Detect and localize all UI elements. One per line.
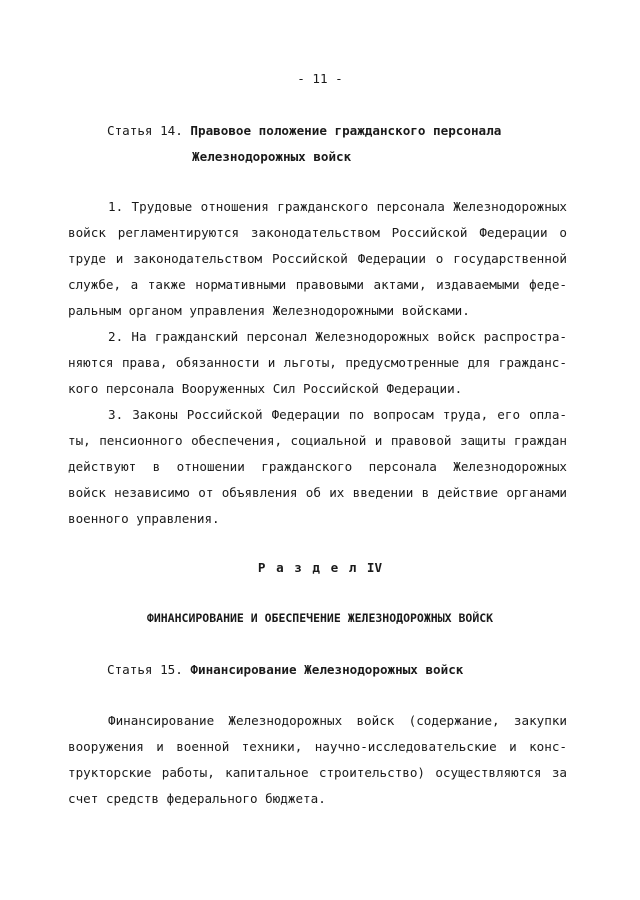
- article-14-number: Статья 14.: [107, 123, 183, 138]
- article-14-paragraph-2: 2. На гражданский персонал Железнодорожных войск распространяются права, обязанности и льготы, предусмотренные для гражданского персонала Вооруженных Сил Российской Федерации.: [68, 329, 567, 396]
- article-14-title-line2: Железнодорожных войск: [192, 149, 352, 164]
- article-14-paragraph-1: 1. Трудовые отношения гражданского персонала Железнодорожных войск регламентируются законодательством Российской Федерации о труде и законодательством Российской Федерации о государственной службе, а также нормативными правовыми актами, издаваемыми федеральным органом управления Железнодорожными войсками.: [68, 199, 567, 318]
- article-15-number: Статья 15.: [107, 662, 183, 677]
- article-15-title: Финансирование Железнодорожных войск: [190, 662, 464, 677]
- section-label: Р а з д е л IV: [257, 560, 383, 575]
- article-15-heading: [107, 657, 567, 683]
- page-number: - 11 -: [297, 71, 343, 86]
- section-title: ФИНАНСИРОВАНИЕ И ОБЕСПЕЧЕНИЕ ЖЕЛЕЗНОДОРОЖНЫХ ВОЙСК: [146, 611, 494, 625]
- article-15-paragraph-1: Финансирование Железнодорожных войск (содержание, закупки вооружения и военной техники, научно-исследовательские и конструкторские работы, капитальное строительство) осуществляются за счет средств федерального бюджета.: [68, 713, 567, 806]
- article-15-body: [68, 708, 567, 812]
- article-14-body: [68, 194, 567, 532]
- article-14-paragraph-3: 3. Законы Российской Федерации по вопросам труда, его оплаты, пенсионного обеспечения, социальной и правовой защиты граждан действуют в отношении гражданского персонала Железнодорожных войск независимо от объявления об их введении в действие органами военного управления.: [68, 407, 567, 526]
- article-14-heading: [107, 118, 567, 170]
- article-14-title-line1: Правовое положение гражданского персонала: [190, 123, 502, 138]
